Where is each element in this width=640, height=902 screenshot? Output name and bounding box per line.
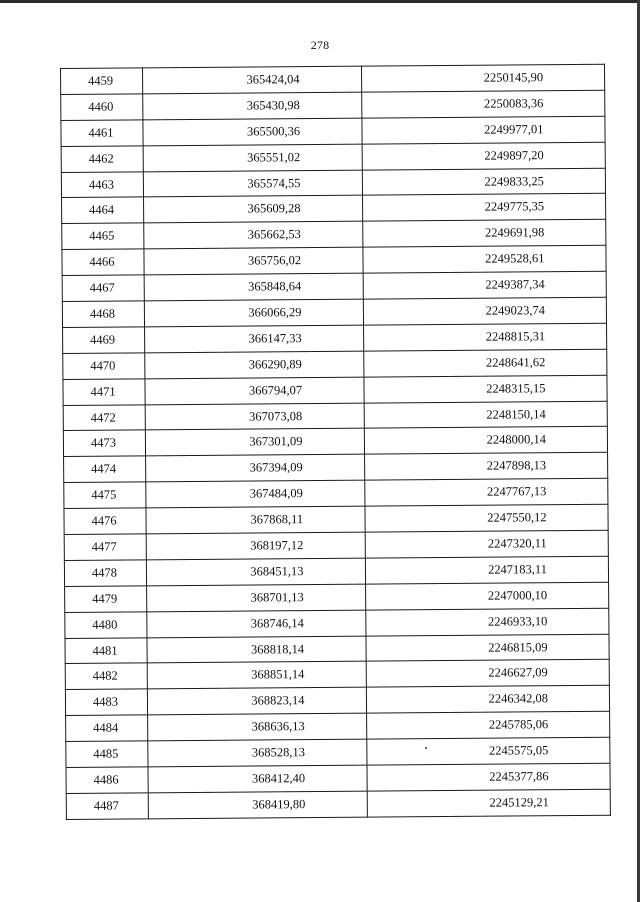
x-coordinate-cell: 365609,28 (144, 196, 363, 224)
x-coordinate-cell: 365756,02 (144, 247, 363, 275)
table-row (66, 789, 610, 819)
y-coordinate-cell: 2247550,12 (364, 504, 608, 532)
point-number-cell: 4460 (61, 94, 143, 121)
x-coordinate-cell: 366147,33 (145, 325, 364, 353)
y-coordinate-cell: 2245785,06 (366, 711, 610, 739)
x-coordinate-cell: 365574,55 (143, 170, 362, 198)
y-coordinate-cell: 2245129,21 (367, 789, 611, 817)
y-coordinate-cell: 2247898,13 (364, 453, 608, 481)
x-coordinate-cell: 368636,13 (148, 713, 367, 741)
x-coordinate-cell: 368701,13 (147, 584, 366, 612)
point-number-cell: 4475 (64, 482, 146, 509)
x-coordinate-cell: 366794,07 (145, 377, 364, 405)
coordinates-table (60, 64, 611, 820)
x-coordinate-cell: 368818,14 (147, 636, 366, 664)
y-coordinate-cell: 2249528,61 (362, 245, 606, 273)
point-number-cell: 4480 (65, 612, 147, 639)
y-coordinate-cell: 2250083,36 (361, 90, 605, 118)
x-coordinate-cell: 367301,09 (145, 429, 364, 457)
point-number-cell: 4465 (62, 223, 144, 250)
point-number-cell: 4464 (62, 197, 144, 224)
y-coordinate-cell: 2246342,08 (366, 686, 610, 714)
y-coordinate-cell: 2249977,01 (361, 116, 605, 144)
x-coordinate-cell: 366290,89 (145, 351, 364, 379)
point-number-cell: 4470 (63, 353, 145, 380)
x-coordinate-cell: 367073,08 (145, 403, 364, 431)
x-coordinate-cell: 365662,53 (144, 221, 363, 249)
x-coordinate-cell: 368851,14 (147, 662, 366, 690)
point-number-cell: 4467 (62, 275, 144, 302)
point-number-cell: 4473 (63, 430, 145, 457)
coordinates-table-body (61, 64, 611, 819)
y-coordinate-cell: 2247320,11 (365, 530, 609, 558)
y-coordinate-cell: 2247767,13 (364, 478, 608, 506)
point-number-cell: 4463 (61, 171, 143, 198)
point-number-cell: 4471 (63, 379, 145, 406)
point-number-cell: 4466 (62, 249, 144, 276)
point-number-cell: 4459 (61, 68, 143, 95)
point-number-cell: 4485 (66, 741, 148, 768)
y-coordinate-cell: 2249833,25 (362, 168, 606, 196)
y-coordinate-cell: 2247000,10 (365, 582, 609, 610)
x-coordinate-cell: 365848,64 (144, 273, 363, 301)
scan-speck (425, 747, 427, 749)
x-coordinate-cell: 368197,12 (146, 532, 365, 560)
point-number-cell: 4484 (66, 715, 148, 742)
page-number: 278 (310, 38, 330, 52)
y-coordinate-cell: 2248150,14 (364, 401, 608, 429)
y-coordinate-cell: 2249775,35 (362, 194, 606, 222)
x-coordinate-cell: 368451,13 (147, 558, 366, 586)
x-coordinate-cell: 367484,09 (146, 480, 365, 508)
y-coordinate-cell: 2246933,10 (365, 608, 609, 636)
y-coordinate-cell: 2248315,15 (363, 375, 607, 403)
y-coordinate-cell: 2246815,09 (365, 634, 609, 662)
point-number-cell: 4468 (62, 301, 144, 328)
point-number-cell: 4472 (63, 404, 145, 431)
y-coordinate-cell: 2245575,05 (366, 737, 610, 765)
y-coordinate-cell: 2249387,34 (363, 271, 607, 299)
x-coordinate-cell: 367394,09 (146, 454, 365, 482)
x-coordinate-cell: 367868,11 (146, 506, 365, 534)
point-number-cell: 4477 (64, 534, 146, 561)
y-coordinate-cell: 2245377,86 (367, 763, 611, 791)
point-number-cell: 4474 (64, 456, 146, 483)
y-coordinate-cell: 2246627,09 (366, 660, 610, 688)
x-coordinate-cell: 365500,36 (143, 118, 362, 146)
point-number-cell: 4482 (65, 663, 147, 690)
point-number-cell: 4478 (64, 560, 146, 587)
x-coordinate-cell: 366066,29 (144, 299, 363, 327)
point-number-cell: 4462 (61, 146, 143, 173)
point-number-cell: 4479 (65, 586, 147, 613)
x-coordinate-cell: 368823,14 (148, 687, 367, 715)
point-number-cell: 4486 (66, 767, 148, 794)
y-coordinate-cell: 2249023,74 (363, 297, 607, 325)
y-coordinate-cell: 2249691,98 (362, 220, 606, 248)
x-coordinate-cell: 368528,13 (148, 739, 367, 767)
x-coordinate-cell: 368419,80 (148, 791, 367, 819)
point-number-cell: 4487 (66, 793, 148, 820)
y-coordinate-cell: 2248641,62 (363, 349, 607, 377)
y-coordinate-cell: 2248000,14 (364, 427, 608, 455)
scan-edge-top (0, 0, 640, 3)
y-coordinate-cell: 2247183,11 (365, 556, 609, 584)
x-coordinate-cell: 368746,14 (147, 610, 366, 638)
point-number-cell: 4469 (63, 327, 145, 354)
y-coordinate-cell: 2250145,90 (361, 64, 605, 92)
y-coordinate-cell: 2248815,31 (363, 323, 607, 351)
point-number-cell: 4483 (65, 689, 147, 716)
x-coordinate-cell: 365551,02 (143, 144, 362, 172)
x-coordinate-cell: 365424,04 (143, 66, 362, 94)
point-number-cell: 4476 (64, 508, 146, 535)
point-number-cell: 4481 (65, 637, 147, 664)
x-coordinate-cell: 368412,40 (148, 765, 367, 793)
x-coordinate-cell: 365430,98 (143, 92, 362, 120)
point-number-cell: 4461 (61, 120, 143, 147)
y-coordinate-cell: 2249897,20 (362, 142, 606, 170)
